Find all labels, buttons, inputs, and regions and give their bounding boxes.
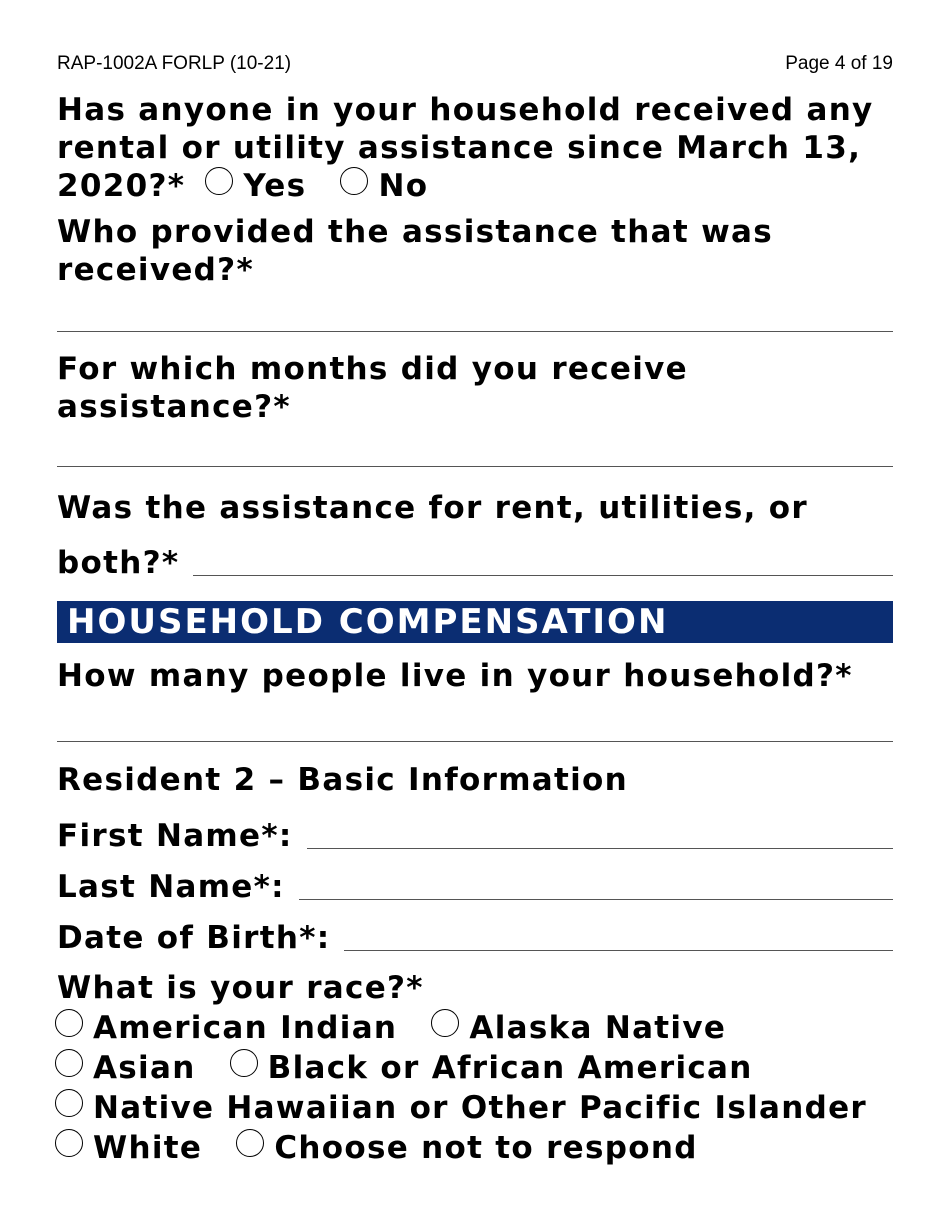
assistance-yes-option[interactable] (205, 168, 306, 204)
form-id: RAP-1002A FORLP (10-21) (57, 53, 292, 74)
race-label-alaska-native: Alaska Native (469, 1010, 727, 1046)
assistance-yes-radio[interactable] (205, 167, 233, 195)
provider-input[interactable] (57, 331, 893, 332)
race-options (55, 1008, 891, 1168)
dob-label: Date of Birth*: (57, 920, 331, 956)
page-number: Page 4 of 19 (785, 53, 893, 74)
race-label-white: White (93, 1130, 203, 1166)
assistance-question (57, 91, 893, 205)
race-question-label: What is your race?* (57, 970, 424, 1006)
type-question-line1: Was the assistance for rent, utilities, or (57, 490, 808, 526)
race-options-row-2 (55, 1048, 891, 1088)
race-label-native-hawaiian: Native Hawaiian or Other Pacific Islander (93, 1090, 868, 1126)
assistance-no-radio[interactable] (340, 167, 368, 195)
race-option-alaska-native[interactable] (431, 1010, 726, 1046)
last-name-row (57, 868, 893, 906)
months-input[interactable] (57, 466, 893, 467)
type-question-line2: both?* (57, 545, 180, 581)
race-option-black[interactable] (230, 1050, 753, 1086)
household-input[interactable] (57, 741, 893, 742)
provider-question-label: Who provided the assistance that was received?* (57, 214, 773, 288)
first-name-label: First Name*: (57, 818, 293, 854)
months-question-label: For which months did you receive assistance?* (57, 351, 689, 425)
section-banner: HOUSEHOLD COMPENSATION (57, 601, 893, 643)
race-radio-american-indian[interactable] (55, 1009, 83, 1037)
assistance-no-option[interactable] (340, 168, 428, 204)
race-option-choose-not[interactable] (236, 1130, 697, 1166)
race-label-choose-not: Choose not to respond (274, 1130, 698, 1166)
race-options-row-1 (55, 1008, 891, 1048)
race-options-row-3 (55, 1088, 891, 1128)
type-input[interactable] (193, 547, 893, 576)
dob-row (57, 919, 893, 957)
type-question-row (57, 544, 893, 582)
first-name-row (57, 817, 893, 855)
race-option-asian[interactable] (55, 1050, 196, 1086)
assistance-no-label: No (378, 168, 429, 204)
last-name-input[interactable] (299, 871, 893, 900)
race-option-american-indian[interactable] (55, 1010, 397, 1046)
race-radio-alaska-native[interactable] (431, 1009, 459, 1037)
race-options-row-4 (55, 1128, 891, 1168)
race-radio-native-hawaiian[interactable] (55, 1089, 83, 1117)
race-radio-black[interactable] (230, 1049, 258, 1077)
resident-heading: Resident 2 – Basic Information (57, 762, 629, 798)
race-label-black: Black or African American (267, 1050, 753, 1086)
last-name-label: Last Name*: (57, 869, 285, 905)
dob-input[interactable] (344, 922, 893, 951)
race-radio-choose-not[interactable] (236, 1129, 264, 1157)
race-radio-white[interactable] (55, 1129, 83, 1157)
race-radio-asian[interactable] (55, 1049, 83, 1077)
assistance-question-label: Has anyone in your household received any rental or utility assistance since March 13, 2020?* (57, 92, 874, 204)
race-option-native-hawaiian[interactable] (55, 1090, 867, 1126)
race-label-american-indian: American Indian (93, 1010, 398, 1046)
race-option-white[interactable] (55, 1130, 202, 1166)
assistance-yes-label: Yes (243, 168, 307, 204)
race-label-asian: Asian (93, 1050, 196, 1086)
household-question-label: How many people live in your household?* (57, 658, 853, 694)
first-name-input[interactable] (307, 820, 893, 849)
